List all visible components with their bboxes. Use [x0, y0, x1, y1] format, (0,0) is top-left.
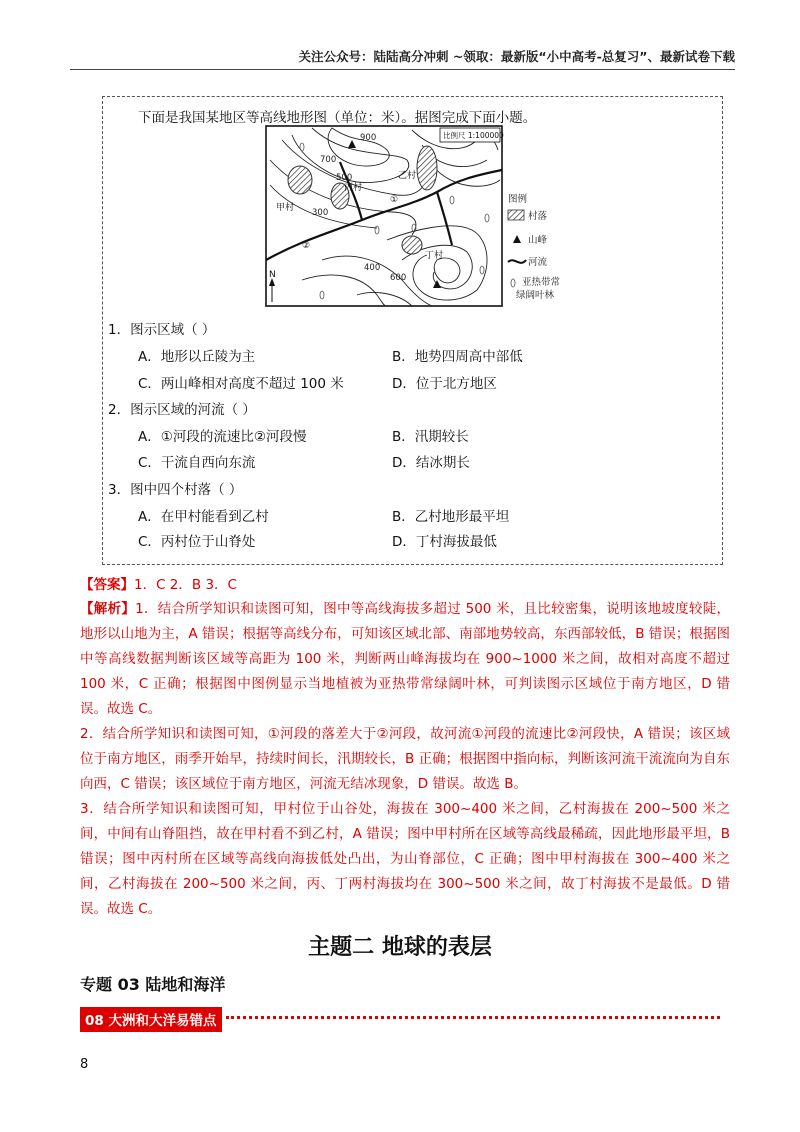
- river-label: ②: [302, 241, 311, 251]
- contour-label: 500: [336, 173, 353, 183]
- page-header: 关注公众号：陆陆高分冲刺 ~领取：最新版“小中高考-总复习”、最新试卷下载: [298, 49, 735, 64]
- river-label: ①: [390, 195, 399, 205]
- village-label: 丁村: [425, 251, 444, 261]
- village-label: 乙村: [398, 171, 417, 181]
- question-2-stem: 2．图示区域的河流（ ）: [108, 402, 256, 418]
- theme-title: 主题二 地球的表层: [308, 935, 492, 960]
- explanation-text-1: 1．结合所学知识和读图可知，图中等高线海拔多超过 500 米，且比较密集，说明该地坡度较陡，地形以山地为主，A 错误；根据等高线分布，可知该区域北部、南部地势较高，东西部较低，B 错误；根据图中等高线数据判断该区域等高距为 100 米，判断两山峰海拔均在 900~1000 米之间，故相对高度不超过 100 米，C 正确；根据图中图例显示当地植被为亚热带常绿阔叶林，可判读图示区域位于南方地区，D 错误。故选 C。: [80, 601, 730, 717]
- north-label: N: [269, 270, 276, 280]
- question-3-option: D．丁村海拔最低: [392, 534, 497, 550]
- question-2-option: D．结冰期长: [392, 455, 470, 471]
- answer-line: [80, 573, 237, 593]
- answer-tag: 【答案】: [80, 577, 134, 593]
- question-3-option: B．乙村地形最平坦: [392, 509, 510, 525]
- question-1-option: C．两山峰相对高度不超过 100 米: [138, 376, 344, 392]
- contour-label: 300: [312, 208, 329, 218]
- map-legend: [508, 193, 561, 301]
- legend-item: 亚热带常: [522, 277, 561, 288]
- question-2-option: C．干流自西向东流: [138, 455, 256, 471]
- question-intro: 下面是我国某地区等高线地形图（单位：米）。据图完成下面小题。: [138, 110, 537, 126]
- legend-item: 绿阔叶林: [516, 290, 555, 301]
- question-3-stem: 3．图中四个村落（ ）: [108, 482, 243, 498]
- contour-label: 900: [360, 133, 377, 143]
- question-2-option: B．汛期较长: [392, 429, 469, 445]
- scale-label: 比例尺 1:100000: [443, 131, 504, 140]
- legend-forest-swatch: [511, 279, 515, 287]
- legend-title: 图例: [508, 194, 528, 205]
- section-label: 08 大洲和大洋易错点: [80, 1007, 222, 1032]
- explanation-paragraph-1: [80, 597, 730, 722]
- page-number: 8: [80, 1057, 89, 1072]
- question-1-option: D．位于北方地区: [392, 376, 497, 392]
- legend-village-swatch: [508, 210, 524, 220]
- village-label: 甲村: [276, 203, 295, 213]
- question-1-option: B．地势四周高中部低: [392, 349, 523, 365]
- question-1-stem: 1．图示区域（ ）: [108, 322, 216, 338]
- question-3-option: A．在甲村能看到乙村: [138, 509, 269, 525]
- header-divider: [70, 69, 735, 70]
- legend-peak-swatch: [513, 235, 521, 243]
- question-1-option: A．地形以丘陵为主: [138, 349, 256, 365]
- legend-river-swatch: [508, 260, 526, 263]
- explanation-paragraph-3: 3．结合所学知识和读图可知，甲村位于山谷处，海拔在 300~400 米之间，乙村海拔在 200~500 米之间，中间有山脊阻挡，故在甲村看不到乙村，A 错误；图中甲村所在区域等高线最稀疏，因此地形最平坦，B 错误；图中丙村所在区域等高线向海拔低处凸出，为山脊部位，C 正确；图中甲村海拔在 300~400 米之间，乙村海拔在 200~500 米之间，丙、丁两村海拔均在 300~500 米之间，故丁村海拔不是最低。D 错误。故选 C。: [80, 801, 730, 917]
- legend-item: 山峰: [528, 235, 548, 246]
- contour-label: 700: [320, 155, 337, 165]
- contour-label: 600: [390, 273, 407, 283]
- question-3-option: C．丙村位于山脊处: [138, 534, 256, 550]
- section-dotted-rule: [226, 1016, 720, 1019]
- contour-map: [262, 120, 622, 310]
- legend-item: 村落: [528, 211, 548, 222]
- contour-label: 400: [364, 263, 381, 273]
- answer-text: 1．C 2．B 3．C: [134, 577, 237, 593]
- map-frame: [266, 126, 502, 306]
- question-2-option: A．①河段的流速比②河段慢: [138, 429, 307, 445]
- legend-item: 河流: [528, 257, 548, 268]
- village-label: 丙村: [344, 183, 363, 193]
- explanation-tag: 【解析】: [80, 601, 136, 617]
- explanation-paragraph-2: 2．结合所学知识和读图可知，①河段的落差大于②河段，故河流①河段的流速比②河段快，A 错误；该区域位于南方地区，雨季开始早，持续时间长，汛期较长，B 正确；根据图中指向标，判断该河流干流流向为自东向西，C 错误；该区域位于南方地区，河流无结冰现象，D 错误。故选 B。: [80, 726, 730, 792]
- topic-title: 专题 03 陆地和海洋: [80, 975, 226, 994]
